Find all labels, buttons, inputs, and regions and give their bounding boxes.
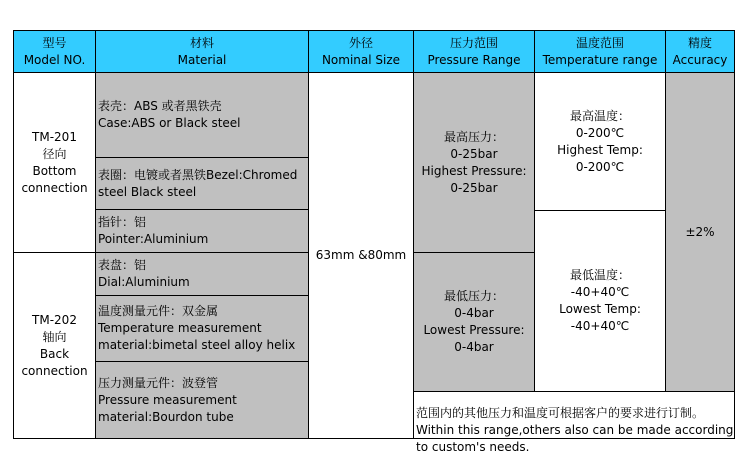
- pressure-low-cn-value: 0-4bar: [454, 306, 494, 320]
- material-temp-element: [95, 295, 309, 362]
- material-bezel-l1: 表圈：电镀或者黑铁Bezel:Chromed: [98, 167, 298, 182]
- model-tm202-en1: Back: [39, 346, 70, 361]
- header-size: [308, 30, 414, 73]
- header-pressure: [413, 30, 535, 73]
- nominal-size: [308, 72, 414, 439]
- spec-table: [13, 30, 735, 454]
- material-pointer-cn: 指针：铝: [98, 215, 147, 229]
- material-bezel-l2: steel Black steel: [98, 184, 197, 199]
- header-temperature-en: Temperature range: [542, 52, 658, 67]
- temperature-low-cn: 最低温度：: [569, 268, 630, 282]
- accuracy-value: ±2%: [685, 224, 715, 239]
- material-dial-cn: 表盘：铝: [98, 258, 147, 272]
- temperature-high-en: Highest Temp:: [557, 142, 643, 157]
- material-pointer: [95, 209, 309, 253]
- header-pressure-en: Pressure Range: [427, 52, 521, 67]
- pressure-low-en: Lowest Pressure:: [423, 323, 525, 337]
- model-tm202-en2: connection: [21, 363, 88, 378]
- header-model-en: Model NO.: [23, 52, 86, 67]
- header-size-en: Nominal Size: [321, 52, 401, 67]
- material-temp-element-en1: Temperature measurement: [98, 321, 262, 335]
- model-tm201-en1: Bottom: [32, 163, 77, 178]
- header-material-cn: 材料: [189, 35, 214, 50]
- header-material: [95, 30, 309, 73]
- material-bezel: [95, 157, 309, 210]
- material-temp-element-cn: 温度测量元件：双金属: [98, 304, 219, 318]
- pressure-high-en: Highest Pressure:: [421, 163, 527, 178]
- temperature-high-en-value: 0-200℃: [575, 159, 625, 174]
- header-accuracy-en: Accuracy: [672, 52, 728, 67]
- material-pressure-element-en2: material:Bourdon tube: [98, 409, 234, 424]
- header-accuracy-cn: 精度: [687, 35, 712, 50]
- pressure-high-cn: 最高压力：: [443, 129, 504, 144]
- custom-note-en1: Within this range,others also can be made according: [416, 423, 734, 437]
- header-size-cn: 外径: [348, 35, 373, 50]
- material-pressure-element-cn: 压力测量元件：波登管: [98, 375, 219, 390]
- custom-note-cn: 范围内的其他压力和温度可根据客户的要求进行订制。: [416, 406, 705, 420]
- model-tm202: [13, 252, 96, 439]
- header-temperature: [534, 30, 666, 73]
- header-model: [13, 30, 96, 73]
- header-pressure-cn: 压力范围: [449, 35, 498, 50]
- material-dial-en: Dial:Aluminium: [98, 275, 190, 289]
- material-case: [95, 72, 309, 158]
- header-material-en: Material: [177, 52, 227, 67]
- model-tm201-cn: 径向: [42, 146, 67, 161]
- model-tm201: [13, 72, 96, 253]
- material-pressure-element: [95, 361, 309, 439]
- temperature-high: [534, 72, 666, 211]
- model-tm201-code: TM-201: [32, 129, 77, 144]
- material-pressure-element-en1: Pressure measurement: [98, 392, 237, 407]
- header-temperature-cn: 温度范围: [575, 35, 624, 50]
- pressure-low-en-value: 0-4bar: [454, 340, 494, 354]
- material-temp-element-en2: material:bimetal steel alloy helix: [98, 338, 296, 352]
- temperature-low: [534, 210, 666, 392]
- temperature-high-cn-value: 0-200℃: [575, 125, 625, 140]
- model-tm202-cn: 轴向: [42, 329, 67, 344]
- temperature-low-cn-value: -40+40℃: [570, 285, 630, 299]
- model-tm201-en2: connection: [21, 180, 88, 195]
- accuracy: [665, 72, 735, 392]
- pressure-low: [413, 252, 535, 392]
- custom-note: [413, 391, 735, 454]
- pressure-high-en-value: 0-25bar: [450, 180, 498, 195]
- custom-note-en2: to custom's needs.: [416, 440, 530, 454]
- temperature-low-en: Lowest Temp:: [559, 302, 641, 316]
- header-accuracy: [665, 30, 735, 73]
- model-tm202-code: TM-202: [32, 312, 77, 327]
- pressure-high-cn-value: 0-25bar: [450, 146, 498, 161]
- pressure-high: [413, 72, 535, 253]
- temperature-high-cn: 最高温度：: [569, 108, 630, 123]
- pressure-low-cn: 最低压力：: [443, 289, 504, 303]
- nominal-size-value: 63mm &80mm: [315, 248, 407, 262]
- material-case-cn: 表壳：ABS 或者黑铁壳: [98, 99, 222, 113]
- header-model-cn: 型号: [42, 35, 67, 50]
- temperature-low-en-value: -40+40℃: [570, 319, 630, 333]
- material-case-en: Case:ABS or Black steel: [98, 116, 241, 130]
- material-pointer-en: Pointer:Aluminium: [98, 232, 209, 246]
- material-dial: [95, 252, 309, 296]
